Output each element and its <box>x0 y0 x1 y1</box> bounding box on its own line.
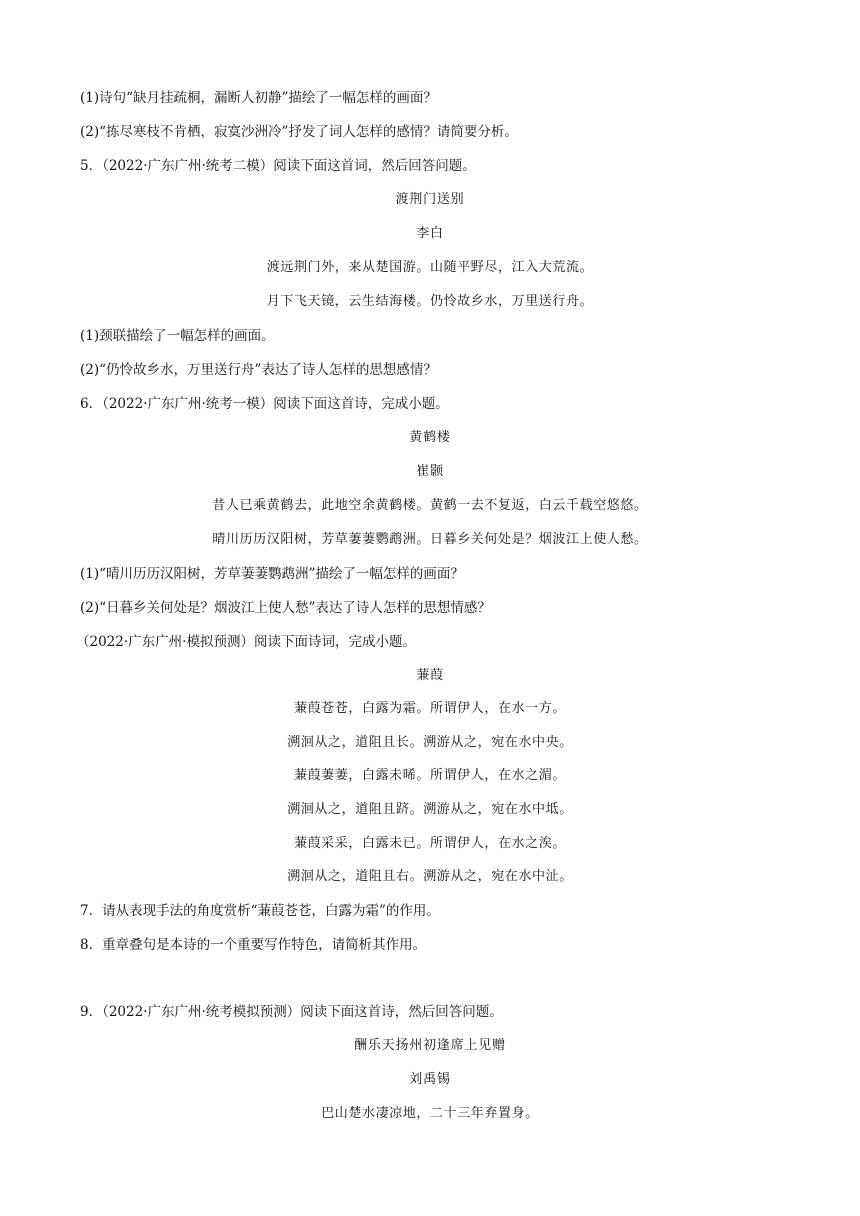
question-5-heading: 5．（2022·广东广州·统考二模）阅读下面这首词，然后回答问题。 <box>80 158 476 174</box>
poem-title: 黄鹤楼 <box>409 430 451 445</box>
poem-line: 蒹葭采采，白露未已。所谓伊人，在水之涘。 <box>293 836 566 851</box>
question-5-sub-2: (2)“仍怜故乡水，万里送行舟”表达了诗人怎样的思想感情？ <box>80 362 437 378</box>
poem-author: 崔颢 <box>416 464 444 479</box>
poem-line: 昔人已乘黄鹤去，此地空余黄鹤楼。黄鹤一去不复返，白云千载空悠悠。 <box>212 498 648 513</box>
question-4-sub-2: (2)“拣尽寒枝不肯栖，寂寞沙洲冷”抒发了词人怎样的感情？请简要分析。 <box>80 124 518 140</box>
poem-title: 蒹葭 <box>416 668 444 683</box>
poem-author: 刘禹锡 <box>409 1072 451 1087</box>
question-4-sub-1: (1)诗句“缺月挂疏桐，漏断人初静”描绘了一幅怎样的画面？ <box>80 90 437 106</box>
question-7: 7．请从表现手法的角度赏析“蒹葭苍苍，白露为霜”的作用。 <box>80 903 440 919</box>
section-heading: （2022·广东广州·模拟预测）阅读下面诗词，完成小题。 <box>76 634 416 650</box>
question-8: 8．重章叠句是本诗的一个重要写作特色，请简析其作用。 <box>80 937 427 953</box>
poem-line: 月下飞天镜，云生结海楼。仍怜故乡水，万里送行舟。 <box>266 294 594 309</box>
question-6-sub-1: (1)“晴川历历汉阳树，芳草萋萋鹦鹉洲”描绘了一幅怎样的画面？ <box>80 566 464 582</box>
poem-line: 渡远荆门外，来从楚国游。山随平野尽，江入大荒流。 <box>266 260 594 275</box>
poem-line: 巴山楚水凄凉地，二十三年弃置身。 <box>321 1106 539 1121</box>
poem-line: 蒹葭苍苍，白露为霜。所谓伊人，在水一方。 <box>293 701 566 716</box>
poem-line: 溯洄从之，道阻且右。溯游从之，宛在水中沚。 <box>287 869 573 884</box>
poem-line: 溯洄从之，道阻且跻。溯游从之，宛在水中坻。 <box>287 802 573 817</box>
poem-title: 渡荆门送别 <box>395 192 465 207</box>
poem-line: 蒹葭萋萋，白露未晞。所谓伊人，在水之湄。 <box>293 768 566 783</box>
question-5-sub-1: (1)颈联描绘了一幅怎样的画面。 <box>80 328 275 344</box>
poem-line: 晴川历历汉阳树，芳草萋萋鹦鹉洲。日暮乡关何处是？烟波江上使人愁。 <box>212 532 648 547</box>
question-9-heading: 9．（2022·广东广州·统考模拟预测）阅读下面这首诗，然后回答问题。 <box>80 1004 503 1020</box>
poem-author: 李白 <box>416 226 444 241</box>
poem-line: 溯洄从之，道阻且长。溯游从之，宛在水中央。 <box>287 735 573 750</box>
question-6-heading: 6．（2022·广东广州·统考一模）阅读下面这首诗，完成小题。 <box>80 396 449 412</box>
question-6-sub-2: (2)“日暮乡关何处是？烟波江上使人愁”表达了诗人怎样的思想情感？ <box>80 600 491 616</box>
poem-title: 酬乐天扬州初逢席上见赠 <box>354 1038 506 1053</box>
